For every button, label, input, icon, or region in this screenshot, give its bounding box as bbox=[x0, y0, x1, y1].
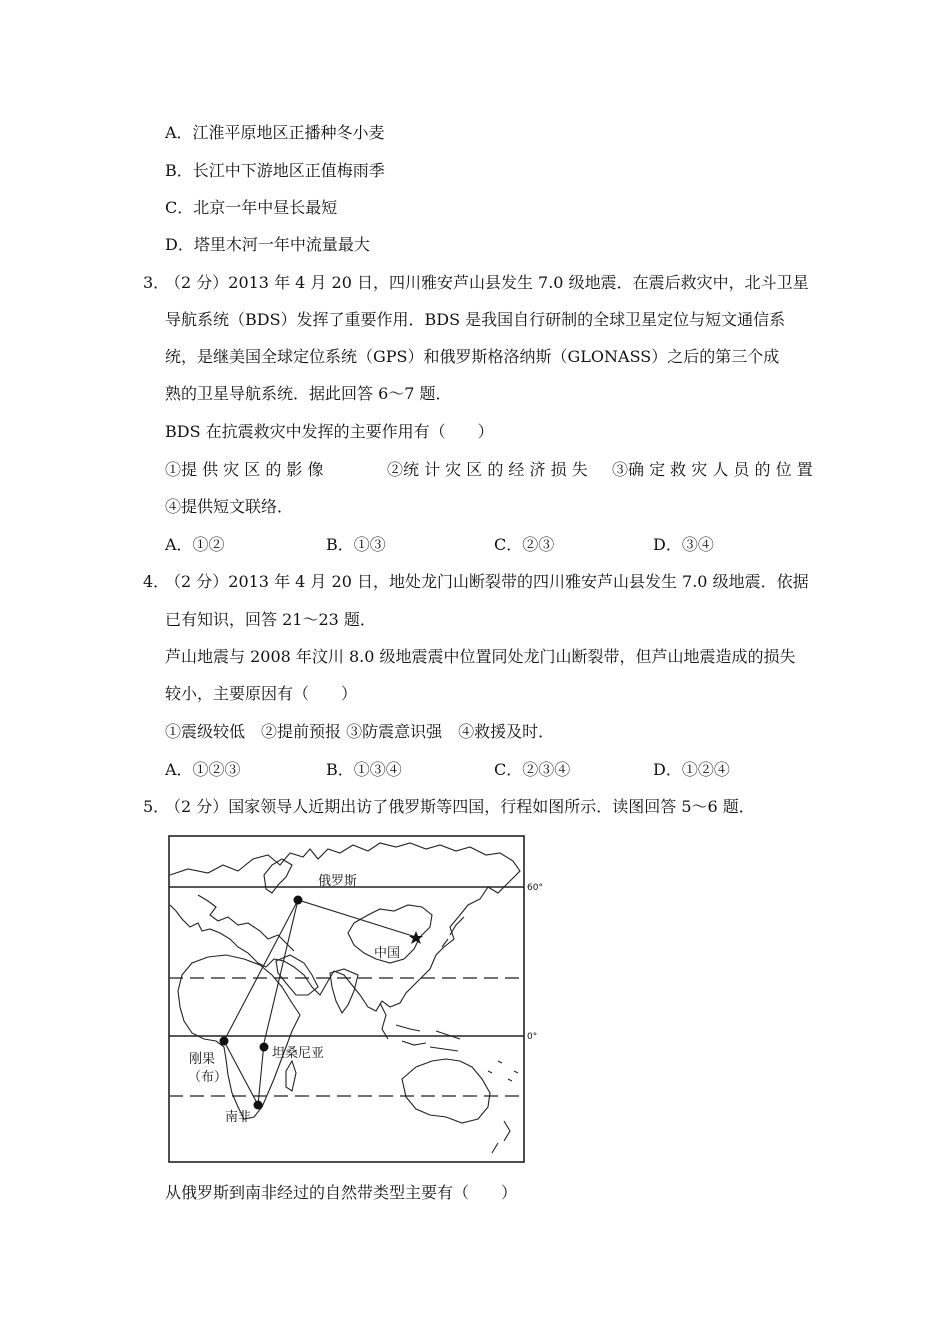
q3-question: BDS 在抗震救灾中发挥的主要作用有（ ） bbox=[165, 422, 494, 441]
moscow-dot bbox=[294, 896, 303, 905]
label-south-africa: 南非 bbox=[225, 1110, 252, 1125]
label-congo-2: （布） bbox=[188, 1070, 228, 1085]
q3-option-d[interactable]: D．③④ bbox=[653, 535, 714, 554]
q4-option-b[interactable]: B．①③④ bbox=[326, 760, 402, 779]
q3-stem-line-3: 统，是继美国全球定位系统（GPS）和俄罗斯格洛纳斯（GLONASS）之后的第三个成 bbox=[165, 347, 780, 366]
q4-number: 4． bbox=[143, 572, 170, 591]
q4-items: ①震级较低 ②提前预报 ③防震意识强 ④救援及时． bbox=[165, 722, 555, 741]
label-congo-1: 刚果 bbox=[189, 1052, 216, 1067]
q4-stem-line-4: 较小，主要原因有（ ） bbox=[165, 684, 358, 703]
label-russia: 俄罗斯 bbox=[318, 874, 358, 889]
q5-stem: （2 分）国家领导人近期出访了俄罗斯等四国，行程如图所示．读图回答 5～6 题． bbox=[165, 797, 755, 816]
q3-item-1: ①提 供 灾 区 的 影 像 bbox=[165, 460, 324, 479]
q2-option-a[interactable]: A．江淮平原地区正播种冬小麦 bbox=[165, 123, 385, 142]
q4-option-d[interactable]: D．①②④ bbox=[653, 760, 730, 779]
q4-stem-line-1: （2 分）2013 年 4 月 20 日，地处龙门山断裂带的四川雅安芦山县发生 7.0 级地震．依据 bbox=[165, 572, 809, 591]
q4-option-c[interactable]: C．②③④ bbox=[494, 760, 571, 779]
q3-item-2: ②统 计 灾 区 的 经 济 损 失 bbox=[387, 460, 588, 479]
label-china: 中国 bbox=[374, 946, 401, 961]
south-africa-dot bbox=[254, 1101, 263, 1110]
route-map-figure bbox=[168, 835, 550, 1165]
q2-option-c[interactable]: C．北京一年中昼长最短 bbox=[165, 198, 338, 217]
q3-option-b[interactable]: B．①③ bbox=[326, 535, 386, 554]
label-tanzania: 坦桑尼亚 bbox=[272, 1046, 325, 1061]
q3-option-a[interactable]: A．①② bbox=[165, 535, 225, 554]
q4-stem-line-2: 已有知识，回答 21～23 题． bbox=[165, 610, 376, 629]
q3-option-c[interactable]: C．②③ bbox=[494, 535, 555, 554]
label-lat-60: 60° bbox=[527, 883, 543, 893]
q5-question: 从俄罗斯到南非经过的自然带类型主要有（ ） bbox=[165, 1183, 518, 1202]
q3-item-3: ③确 定 救 灾 人 员 的 位 置 bbox=[612, 460, 813, 479]
q3-number: 3． bbox=[143, 273, 170, 292]
q3-stem-line-1: （2 分）2013 年 4 月 20 日，四川雅安芦山县发生 7.0 级地震．在震后救灾中，北斗卫星 bbox=[165, 273, 809, 292]
q5-number: 5． bbox=[143, 797, 170, 816]
q2-option-d[interactable]: D．塔里木河一年中流量最大 bbox=[165, 235, 370, 254]
q4-option-a[interactable]: A．①②③ bbox=[165, 760, 241, 779]
q2-option-b[interactable]: B．长江中下游地区正值梅雨季 bbox=[165, 161, 385, 180]
q3-item-4: ④提供短文联络． bbox=[165, 497, 294, 516]
tanzania-dot bbox=[260, 1043, 269, 1052]
congo-dot bbox=[220, 1037, 229, 1046]
q3-stem-line-4: 熟的卫星导航系统．据此回答 6～7 题． bbox=[165, 384, 452, 403]
label-lat-0: 0° bbox=[527, 1032, 538, 1042]
q4-stem-line-3: 芦山地震与 2008 年汶川 8.0 级地震震中位置同处龙门山断裂带，但芦山地震造成的损失 bbox=[165, 647, 796, 666]
q3-stem-line-2: 导航系统（BDS）发挥了重要作用．BDS 是我国自行研制的全球卫星定位与短文通信系 bbox=[165, 310, 786, 329]
